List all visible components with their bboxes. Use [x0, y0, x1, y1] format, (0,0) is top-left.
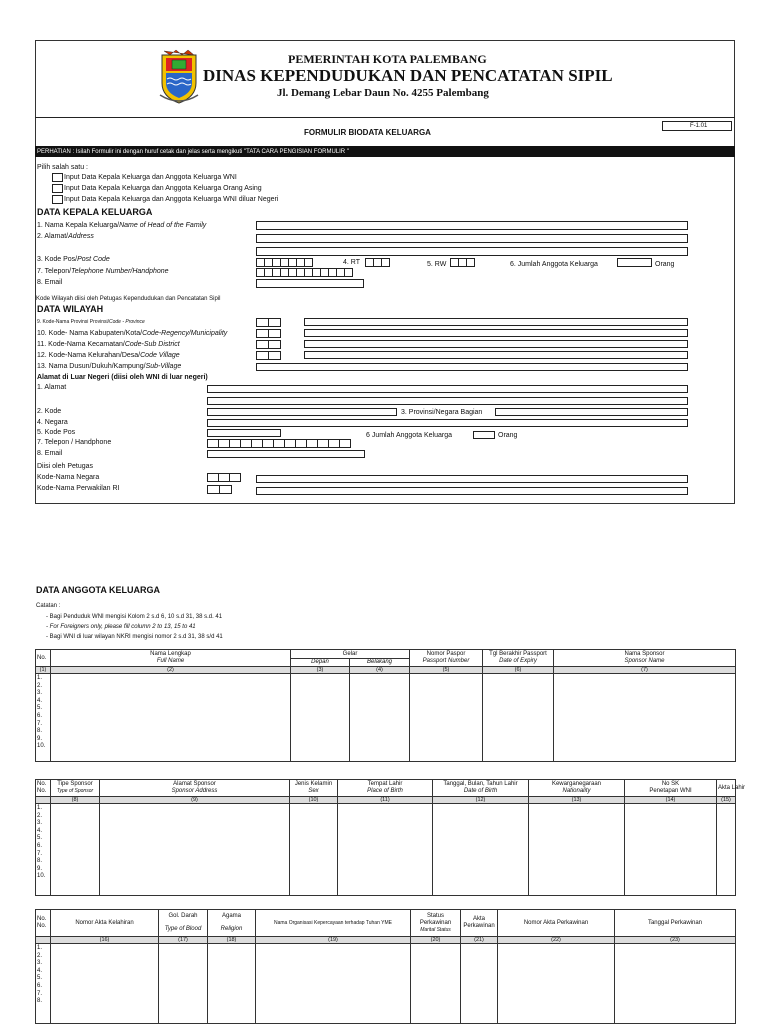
- t3-cell-organisasi[interactable]: [256, 944, 411, 1024]
- t2-colnum: (8): [51, 797, 100, 804]
- label-kelurahan: 12. Kode-Nama Kelurahan/Desa/Code Village: [37, 352, 180, 359]
- t1-header-no: No.: [36, 650, 51, 667]
- kabupaten-name-input[interactable]: [304, 329, 688, 337]
- t3-header-akta-lahir: Nomor Akta Kelahiran: [51, 910, 159, 937]
- label-nama-kepala: 1. Nama Kepala Keluarga/Name of Head of the Family: [37, 222, 207, 229]
- dusun-input[interactable]: [256, 363, 688, 371]
- choice-checkbox-luar-negeri[interactable]: [52, 195, 63, 204]
- t2-cell-akta[interactable]: [717, 804, 736, 896]
- t3-colnum: (21): [461, 937, 498, 944]
- form-title: FORMULIR BIODATA KELUARGA: [304, 128, 431, 137]
- kecamatan-name-input[interactable]: [304, 340, 688, 348]
- t3-header-akta-kawin: Akta Perkawinan: [461, 910, 498, 937]
- luar-email-input[interactable]: [207, 450, 365, 458]
- wilayah-note: Kode Wilayah diisi oleh Petugas Kependudukan dan Pencatatan Sipil: [36, 296, 221, 302]
- t2-cell-alamat[interactable]: [100, 804, 290, 896]
- t3-colnum: (20): [411, 937, 461, 944]
- t3-header-agama: Agama Religion: [208, 910, 256, 937]
- t3-header-nomor-akta: Nomor Akta Perkawinan: [498, 910, 615, 937]
- t1-cell-depan[interactable]: [291, 674, 350, 762]
- t3-cell-tanggal-kawin[interactable]: [615, 944, 736, 1024]
- choice-label-wni: Input Data Kepala Keluarga dan Anggota Keluarga WNI: [64, 174, 237, 181]
- label-luar-email: 8. Email: [37, 450, 63, 457]
- anggota-table-3: [35, 909, 736, 1024]
- t3-cell-akta-kawin[interactable]: [461, 944, 498, 1024]
- t3-cell-akta-lahir[interactable]: [51, 944, 159, 1024]
- label-alamat: 2. Alamat/Address: [37, 233, 94, 240]
- kode-pos-cells[interactable]: [256, 258, 312, 267]
- nama-negara-input[interactable]: [256, 475, 688, 483]
- provinsi-code-cells[interactable]: [256, 318, 280, 327]
- t2-colnum: (12): [433, 797, 529, 804]
- t1-colnum: (7): [554, 667, 736, 674]
- t3-cell-nomor-akta[interactable]: [498, 944, 615, 1024]
- nama-kepala-input[interactable]: [256, 221, 688, 230]
- header-address: Jl. Demang Lebar Daun No. 4255 Palembang: [277, 87, 489, 99]
- label-orang: Orang: [655, 261, 675, 268]
- t1-cell-tgl-paspor[interactable]: [483, 674, 554, 762]
- label-kode-negara: Kode-Nama Negara: [37, 474, 100, 481]
- t3-header-status: Status Perkawinan Marital Status: [411, 910, 461, 937]
- luar-provinsi-input[interactable]: [495, 408, 688, 416]
- t3-colnum: (17): [159, 937, 208, 944]
- t2-row-numbers: 1. 2. 3. 4. 5. 6. 7. 8. 9. 10.: [36, 804, 51, 896]
- choice-label-asing: Input Data Kepala Keluarga dan Anggota Keluarga Orang Asing: [64, 185, 262, 192]
- t2-cell-tempat[interactable]: [338, 804, 433, 896]
- t2-cell-tanggal[interactable]: [433, 804, 529, 896]
- anggota-table-1: [35, 649, 736, 762]
- section-title-wilayah: DATA WILAYAH: [37, 304, 104, 314]
- t2-header-tanggal: Tanggal, Bulan, Tahun Lahir Date of Birth: [433, 780, 529, 797]
- label-luar-provinsi: 3. Provinsi/Negara Bagian: [401, 409, 483, 416]
- t1-cell-belakang[interactable]: [350, 674, 410, 762]
- kecamatan-code-cells[interactable]: [256, 340, 280, 349]
- luar-alamat-input-1[interactable]: [207, 385, 688, 393]
- nama-perwakilan-input[interactable]: [256, 487, 688, 495]
- t1-colnum: (4): [350, 667, 410, 674]
- t3-header-gol-darah: Gol. Darah Type of Blood: [159, 910, 208, 937]
- t3-header-no: No. No.: [36, 910, 51, 937]
- t2-header-sk: No SK Penetapan WNI: [625, 780, 717, 797]
- t1-colnum: (2): [51, 667, 291, 674]
- t1-cell-nama[interactable]: [51, 674, 291, 762]
- luar-negara-input[interactable]: [207, 419, 688, 427]
- t2-colnum: [36, 797, 51, 804]
- anggota-catatan: Catatan :: [36, 603, 61, 609]
- t1-cell-sponsor[interactable]: [554, 674, 736, 762]
- label-luar-kode: 2. Kode: [37, 408, 62, 415]
- t2-colnum: (14): [625, 797, 717, 804]
- anggota-note-3: - Bagi WNI di luar wilayan NKRI mengisi nomor 2 s.d 31, 38 s/d 41: [46, 634, 223, 640]
- label-luar-orang: Orang: [498, 432, 518, 439]
- kelurahan-name-input[interactable]: [304, 351, 688, 359]
- t1-header-sponsor: Nama Sponsor Sponsor Name: [554, 650, 736, 667]
- t2-colnum: (13): [529, 797, 625, 804]
- luar-telepon-cells[interactable]: [207, 439, 350, 448]
- t2-colnum: (11): [338, 797, 433, 804]
- t3-colnum: (19): [256, 937, 411, 944]
- anggota-note-2: - For Foreigners only, please fill column 2 to 13, 15 to 41: [46, 624, 196, 630]
- t1-colnum: (5): [410, 667, 483, 674]
- t1-header-gelar: Gelar: [291, 650, 410, 659]
- choice-prompt: Pilih salah satu :: [37, 164, 88, 171]
- t2-colnum: (15): [717, 797, 736, 804]
- section-title-kepala: DATA KEPALA KELUARGA: [37, 207, 153, 217]
- t3-colnum: (16): [51, 937, 159, 944]
- label-dusun: 13. Nama Dusun/Dukuh/Kampung/Sub-Village: [37, 363, 182, 370]
- t1-colnum: (3): [291, 667, 350, 674]
- t3-header-tanggal-kawin: Tanggal Perkawinan: [615, 910, 736, 937]
- label-luar-kode-pos: 5. Kode Pos: [37, 429, 76, 436]
- alamat-input-1[interactable]: [256, 234, 688, 243]
- label-luar-telepon: 7. Telepon / Handphone: [37, 439, 112, 446]
- anggota-table-2: [35, 779, 746, 896]
- jumlah-anggota-input[interactable]: [617, 258, 652, 267]
- t3-row-numbers: 1. 2. 3. 4. 5. 6. 7. 8.: [36, 944, 51, 1024]
- t1-row-numbers: 1. 2. 3. 4. 5. 6. 7. 8. 9. 10.: [36, 674, 51, 762]
- label-provinsi: 9. Kode-Nama Provinsi Provinsi/Code - Province: [37, 319, 145, 325]
- t1-header-depan: Depan: [291, 659, 350, 667]
- palembang-emblem-icon: [158, 49, 200, 105]
- label-rt: 4. RT: [343, 259, 360, 266]
- t2-cell-sk[interactable]: [625, 804, 717, 896]
- section-title-anggota: DATA ANGGOTA KELUARGA: [36, 585, 160, 595]
- kelurahan-code-cells[interactable]: [256, 351, 280, 360]
- label-rw: 5. RW: [427, 261, 447, 268]
- t2-header-tempat: Tempat Lahir Place of Birth: [338, 780, 433, 797]
- t3-cell-agama[interactable]: [208, 944, 256, 1024]
- kode-negara-cells[interactable]: [207, 473, 240, 482]
- choice-checkbox-wni[interactable]: [52, 173, 63, 182]
- header-agency: DINAS KEPENDUDUKAN DAN PENCATATAN SIPIL: [203, 66, 613, 85]
- label-kode-perwakilan: Kode-Nama Perwakilan RI: [37, 485, 120, 492]
- t3-header-organisasi: Nama Organisasi Kepercayaan terhadap Tuhan YME: [256, 910, 411, 937]
- email-input[interactable]: [256, 279, 364, 288]
- provinsi-name-input[interactable]: [304, 318, 688, 326]
- t2-colnum: (10): [290, 797, 338, 804]
- t3-colnum: (18): [208, 937, 256, 944]
- label-diisi-petugas: Diisi oleh Petugas: [37, 463, 94, 470]
- t1-header-paspor: Nomor Paspor Passport Number: [410, 650, 483, 667]
- t2-header-no: No. No.: [36, 780, 51, 797]
- rw-cells[interactable]: [450, 258, 474, 267]
- t2-cell-kwn[interactable]: [529, 804, 625, 896]
- luar-kode-pos-input[interactable]: [207, 429, 281, 437]
- notice-text: PERHATIAN : Isilah Formulir ini dengan huruf cetak dan jelas serta mengikuti "TATA CARA PENGISIAN FORMULIR ": [37, 149, 349, 155]
- section-title-luar-negeri: Alamat di Luar Negeri (diisi oleh WNI di luar negeri): [37, 374, 208, 381]
- label-jumlah-anggota: 6. Jumlah Anggota Keluarga: [510, 261, 598, 268]
- t1-colnum: (1): [36, 667, 51, 674]
- choice-checkbox-asing[interactable]: [52, 184, 63, 193]
- t1-header-tgl-paspor: Tgl Berakhir Passport Date of Expiry: [483, 650, 554, 667]
- t2-header-kwn: Kewarganegaraan Nationality: [529, 780, 625, 797]
- kabupaten-code-cells[interactable]: [256, 329, 280, 338]
- t3-cell-gol-darah[interactable]: [159, 944, 208, 1024]
- telepon-cells[interactable]: [256, 268, 352, 277]
- t2-header-jk: Jenis Kelamin Sex: [290, 780, 338, 797]
- t1-header-belakang: Belakang: [350, 659, 410, 667]
- t3-cell-status[interactable]: [411, 944, 461, 1024]
- header-government: PEMERINTAH KOTA PALEMBANG: [288, 52, 487, 66]
- luar-kode-input[interactable]: [207, 408, 397, 416]
- t1-colnum: (6): [483, 667, 554, 674]
- anggota-note-1: - Bagi Penduduk WNI mengisi Kolom 2 s.d 6, 10 s.d 31, 38 s.d. 41: [46, 614, 223, 620]
- t3-colnum: (23): [615, 937, 736, 944]
- header-divider: [35, 117, 735, 118]
- label-luar-alamat: 1. Alamat: [37, 384, 67, 391]
- kode-perwakilan-cells[interactable]: [207, 485, 231, 494]
- label-kabupaten: 10. Kode- Nama Kabupaten/Kota/Code-Regency/Municipality: [37, 330, 228, 337]
- label-kecamatan: 11. Kode-Nama Kecamatan/Code-Sub District: [37, 341, 180, 348]
- t2-cell-jk[interactable]: [290, 804, 338, 896]
- label-luar-negara: 4. Negara: [37, 419, 68, 426]
- luar-jumlah-input[interactable]: [473, 431, 495, 439]
- label-luar-jumlah: 6 Jumlah Anggota Keluarga: [366, 432, 453, 439]
- label-email: 8. Email: [37, 279, 63, 286]
- rt-cells[interactable]: [365, 258, 389, 267]
- t2-header-akta: Akta Lahir: [717, 780, 736, 797]
- choice-label-luar-negeri: Input Data Kepala Keluarga dan Anggota Keluarga WNI diluar Negeri: [64, 196, 279, 203]
- label-kode-pos: 3. Kode Pos/Post Code: [37, 256, 110, 263]
- t3-colnum: [36, 937, 51, 944]
- t1-header-nama: Nama Lengkap Full Name: [51, 650, 291, 667]
- t2-header-tipe: Tipe Sponsor Type of Sponsor: [51, 780, 100, 797]
- t2-colnum: (9): [100, 797, 290, 804]
- t1-cell-paspor[interactable]: [410, 674, 483, 762]
- form-code: F-1.01: [690, 123, 708, 129]
- alamat-input-2[interactable]: [256, 247, 688, 256]
- t2-header-alamat: Alamat Sponsor Sponsor Address: [100, 780, 290, 797]
- t3-colnum: (22): [498, 937, 615, 944]
- t2-cell-tipe[interactable]: [51, 804, 100, 896]
- luar-alamat-input-2[interactable]: [207, 397, 688, 405]
- label-telepon: 7. Telepon/Telephone Number/Handphone: [37, 268, 169, 275]
